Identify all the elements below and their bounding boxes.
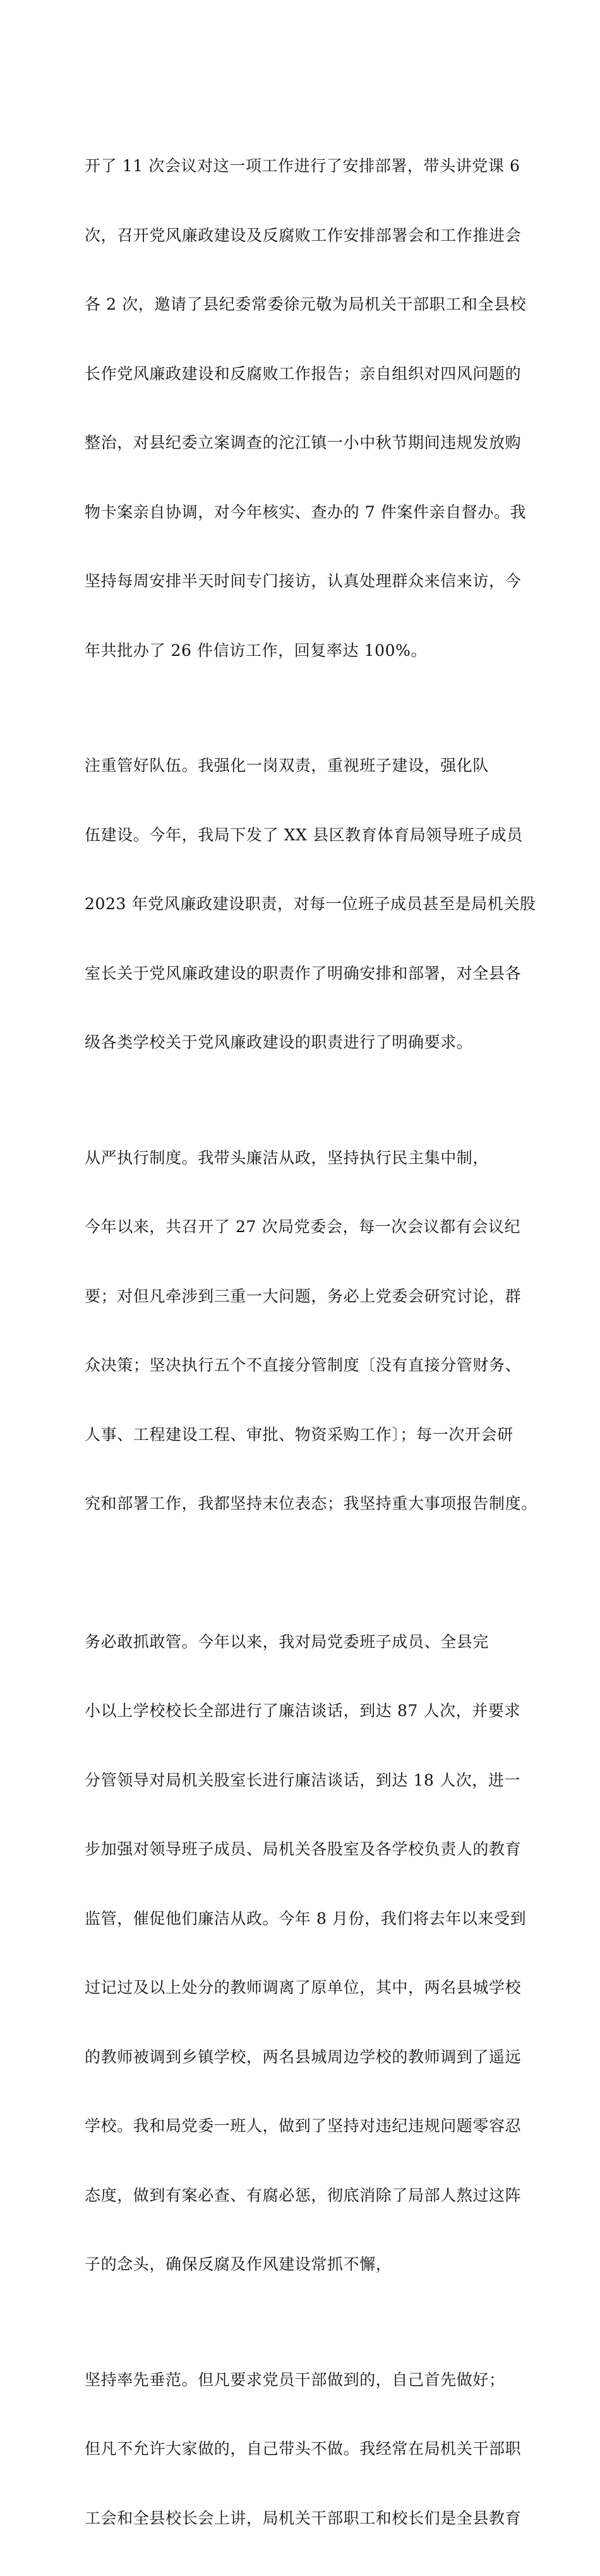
paragraph-spacer [85, 1562, 520, 1585]
text-line: 伍建设。今年，我局下发了 XX 县区教育体育局领导班子成员 [85, 824, 520, 847]
paragraph-integrity-talks [85, 1585, 520, 2323]
text-line: 开了 11 次会议对这一项工作进行了安排部署，带头讲党课 6 [85, 155, 520, 178]
text-line: 坚持率先垂范。但凡要求党员干部做到的，自己首先做好； [85, 2369, 520, 2392]
text-line: 今年以来，共召开了 27 次局党委会，每一次会议都有会议纪 [85, 1216, 520, 1239]
text-line: 要；对但凡牵涉到三重一大问题，务必上党委会研究讨论，群 [85, 1285, 520, 1309]
text-line: 次，召开党风廉政建设及反腐败工作安排部署会和工作推进会 [85, 224, 520, 248]
text-line: 各 2 次，邀请了县纪委常委徐元敬为局机关干部职工和全县校 [85, 293, 520, 317]
text-line: 物卡案亲自协调，对今年核实、查办的 7 件案件亲自督办。我 [85, 501, 520, 524]
document-page [0, 0, 600, 849]
text-line: 监管，催促他们廉洁从政。今年 8 月份，我们将去年以来受到 [85, 1908, 520, 1931]
text-line: 整治，对县纪委立案调查的沱江镇一小中秋节期间违规发放购 [85, 432, 520, 455]
text-line: 小以上学校校长全部进行了廉洁谈话，到达 87 人次，并要求 [85, 1700, 520, 1723]
text-line: 子的念头，确保反腐及作风建设常抓不懈， [85, 2253, 520, 2277]
paragraph-lead-by-example [85, 2323, 520, 2576]
text-line: 分管领导对局机关股室长进行廉洁谈话，到达 18 人次，进一 [85, 1769, 520, 1793]
text-line: 但凡不允许大家做的，自己带头不做。我经常在局机关干部职 [85, 2438, 520, 2461]
text-line: 坚持每周安排半天时间专门接访，认真处理群众来信来访，今 [85, 570, 520, 593]
text-line: 注重管好队伍。我强化一岗双责，重视班子建设，强化队 [85, 754, 520, 778]
text-line: 学校。我和局党委一班人，做到了坚持对违纪违规问题零容忍 [85, 2115, 520, 2138]
document-body [85, 109, 520, 2576]
text-line: 2023 年党风廉政建设职责，对每一位班子成员甚至是局机关股 [85, 893, 520, 916]
paragraph-team-management [85, 708, 520, 1101]
text-line: 究和部署工作，我都坚持末位表态；我坚持重大事项报告制度。 [85, 1492, 520, 1516]
paragraph-meetings-and-petitions [85, 109, 520, 708]
text-line: 的教师被调到乡镇学校，两名县城周边学校的教师调到了遥远 [85, 2046, 520, 2069]
text-line: 长作党风廉政建设和反腐败工作报告；亲自组织对四风问题的 [85, 363, 520, 386]
text-line: 过记过及以上处分的教师调离了原单位，其中，两名县城学校 [85, 1976, 520, 2000]
text-line: 级各类学校关于党风廉政建设的职责进行了明确要求。 [85, 1031, 520, 1055]
text-line: 室长关于党风廉政建设的职责作了明确安排和部署，对全县各 [85, 962, 520, 986]
text-line: 从严执行制度。我带头廉洁从政，坚持执行民主集中制， [85, 1147, 520, 1170]
text-line: 人事、工程建设工程、审批、物资采购工作〕；每一次开会研 [85, 1424, 520, 1447]
text-line: 步加强对领导班子成员、局机关各股室及各学校负责人的教育 [85, 1838, 520, 1861]
text-line: 务必敢抓敢管。今年以来，我对局党委班子成员、全县完 [85, 1631, 520, 1654]
text-line: 众决策；坚决执行五个不直接分管制度〔没有直接分管财务、 [85, 1354, 520, 1377]
text-line: 年共批办了 26 件信访工作，回复率达 100%。 [85, 639, 520, 663]
text-line: 工会和全县校长会上讲，局机关干部职工和校长们是全县教育 [85, 2507, 520, 2531]
paragraph-strict-system [85, 1101, 520, 1562]
text-line: 态度，做到有案必查、有腐必惩，彻底消除了局部人熬过这阵 [85, 2184, 520, 2208]
